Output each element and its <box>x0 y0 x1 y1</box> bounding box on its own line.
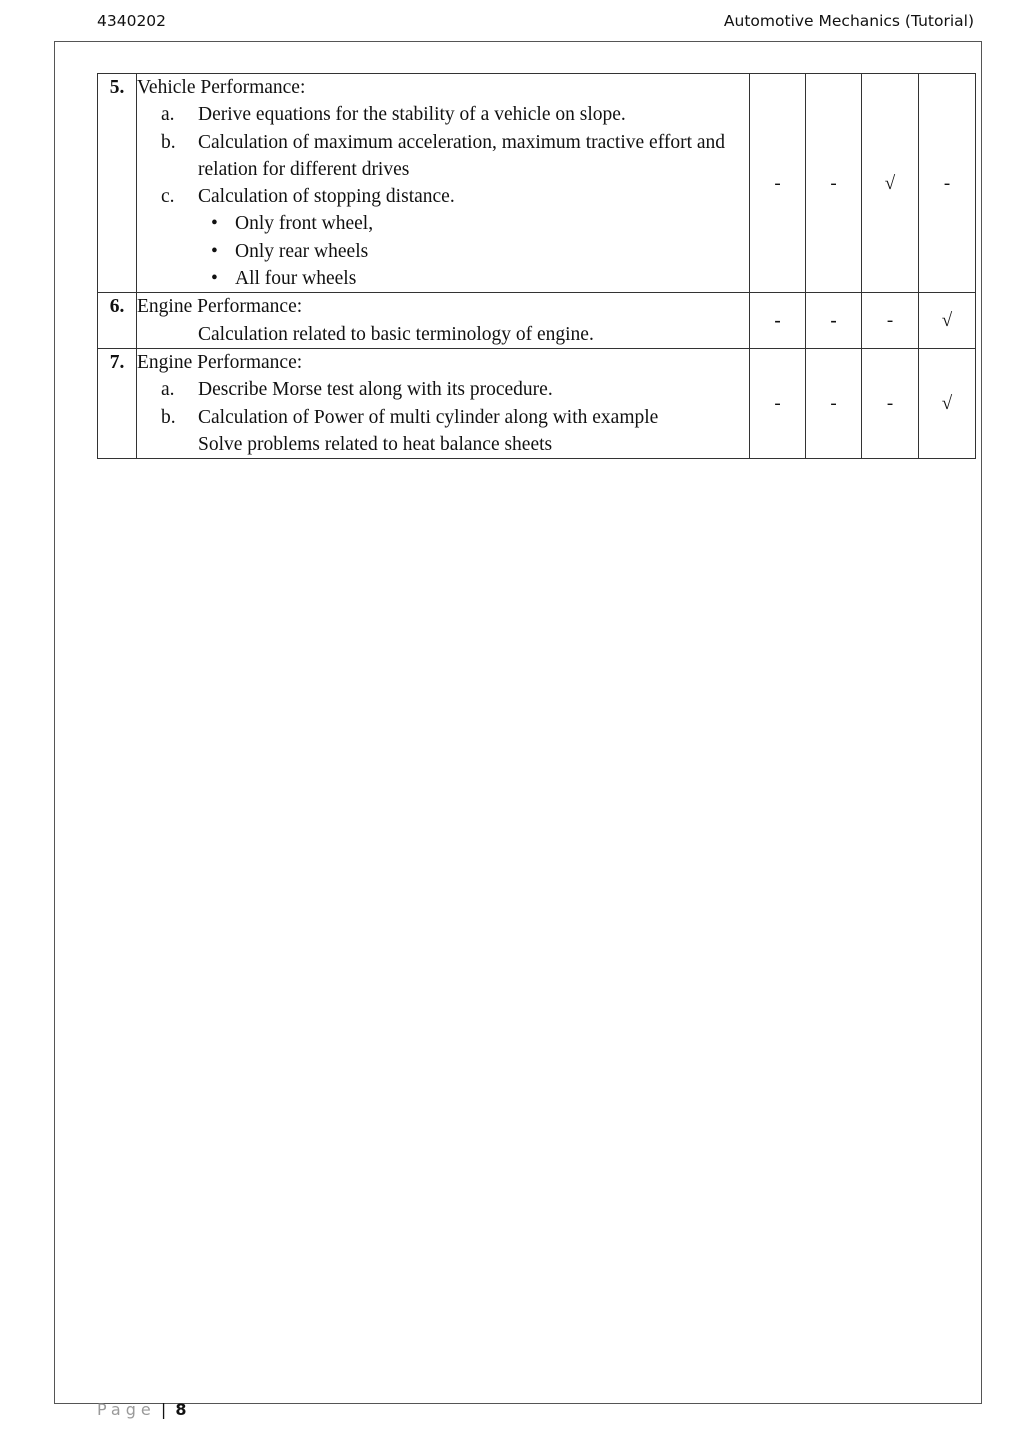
page-number: 8 <box>175 1400 187 1419</box>
list-item <box>137 101 749 128</box>
item-text: Derive equations for the stability of a vehicle on slope. <box>198 104 626 126</box>
row-description: Calculation related to basic terminology of engine. <box>198 323 594 345</box>
table-row <box>98 293 976 349</box>
bullet-text: Only front wheel, <box>235 213 374 235</box>
list-item <box>137 183 749 210</box>
mark-cell: - <box>806 74 862 293</box>
mark-cell: √ <box>919 348 976 458</box>
bullet-icon: • <box>211 213 218 235</box>
item-letter: a. <box>161 379 175 401</box>
row-content <box>137 348 750 458</box>
page-label: Page <box>97 1400 156 1419</box>
mark-cell: √ <box>919 293 976 349</box>
footer-separator: | <box>160 1400 167 1419</box>
mark-cell: - <box>919 74 976 293</box>
item-letter: b. <box>161 131 176 153</box>
item-text: Calculation of maximum acceleration, maximum tractive effort and relation for different drives <box>198 131 726 180</box>
item-letter: b. <box>161 406 176 428</box>
row-number: 7. <box>98 348 137 458</box>
row-content <box>137 74 750 293</box>
bullet-item <box>137 265 749 292</box>
course-code: 4340202 <box>97 12 167 30</box>
course-title: Automotive Mechanics (Tutorial) <box>723 12 974 30</box>
list-item <box>137 376 749 403</box>
table-row <box>98 348 976 458</box>
syllabus-table <box>97 73 976 459</box>
list-item <box>137 404 749 431</box>
item-text: Describe Morse test along with its procedure. <box>198 379 553 401</box>
item-text: Calculation of stopping distance. <box>198 186 455 208</box>
item-text: Calculation of Power of multi cylinder along with example <box>198 406 659 428</box>
row-description: Solve problems related to heat balance sheets <box>198 433 553 455</box>
row-number: 5. <box>98 74 137 293</box>
item-letter: a. <box>161 104 175 126</box>
mark-cell: - <box>806 348 862 458</box>
mark-cell: - <box>750 348 806 458</box>
mark-cell: - <box>862 293 919 349</box>
row-content <box>137 293 750 349</box>
bullet-text: All four wheels <box>235 268 357 290</box>
bullet-icon: • <box>211 240 218 262</box>
row-title: Engine Performance: <box>137 351 303 373</box>
row-number: 6. <box>98 293 137 349</box>
mark-cell: - <box>806 293 862 349</box>
bullet-item <box>137 210 749 237</box>
row-title: Vehicle Performance: <box>137 77 306 98</box>
mark-cell: - <box>862 348 919 458</box>
mark-cell: - <box>750 293 806 349</box>
item-letter: c. <box>161 186 175 208</box>
table-row <box>98 74 976 293</box>
page-footer <box>97 1400 186 1419</box>
row-title: Engine Performance: <box>137 296 303 318</box>
mark-cell: √ <box>862 74 919 293</box>
mark-cell: - <box>750 74 806 293</box>
bullet-item <box>137 238 749 265</box>
bullet-icon: • <box>211 268 218 290</box>
bullet-text: Only rear wheels <box>235 240 369 262</box>
list-item <box>137 129 749 184</box>
